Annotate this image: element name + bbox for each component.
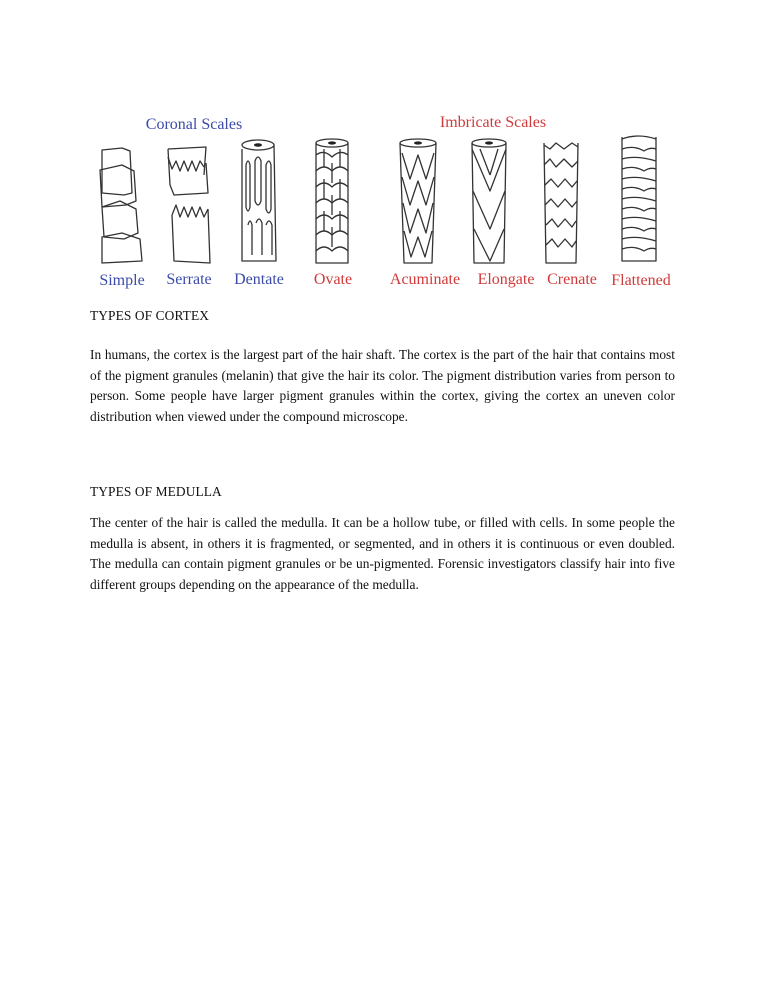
cortex-paragraph: In humans, the cortex is the largest part of the hair shaft. The cortex is the part of the hair that contains most of the pigment granules (melanin) that give the hair its color. The pigment distribution varies from person to person. Some people have larger pigment granules within the cortex, giving the cortex an uneven color distribution when viewed under the compound microscope. (90, 347, 675, 424)
flattened-scale-shaft (622, 136, 656, 261)
label-serrate: Serrate (166, 271, 212, 288)
label-crenate: Crenate (547, 271, 597, 288)
elongate-scale-shaft (472, 139, 506, 263)
hair-scale-diagram (88, 105, 680, 295)
simple-scale-shaft (100, 148, 142, 263)
label-acuminate: Acuminate (389, 271, 461, 288)
imbricate-scales-label: Imbricate Scales (439, 114, 547, 131)
label-elongate: Elongate (477, 271, 535, 288)
hair-scale-figure (88, 105, 680, 295)
ovate-scale-shaft (316, 139, 348, 263)
medulla-heading: TYPES OF MEDULLA (90, 484, 222, 499)
medulla-paragraph: The center of the hair is called the medulla. It can be a hollow tube, or filled with cells. In some people the medulla is absent, in others it is fragmented, or segmented, and in others it is continuous or even doubled. The medulla can contain pigment granules or be un-pigmented. Forensic investigators classify hair into five different groups depending on the appearance of the medulla. (90, 515, 675, 592)
acuminate-scale-shaft (400, 139, 436, 263)
label-flattened: Flattened (611, 272, 671, 289)
label-simple: Simple (99, 272, 145, 289)
dentate-scale-shaft (242, 140, 276, 261)
serrate-scale-shaft (168, 147, 210, 263)
cortex-heading: TYPES OF CORTEX (90, 308, 209, 323)
crenate-scale-shaft (544, 143, 578, 263)
label-ovate: Ovate (313, 271, 353, 288)
label-dentate: Dentate (234, 271, 284, 288)
coronal-scales-label: Coronal Scales (145, 116, 243, 133)
